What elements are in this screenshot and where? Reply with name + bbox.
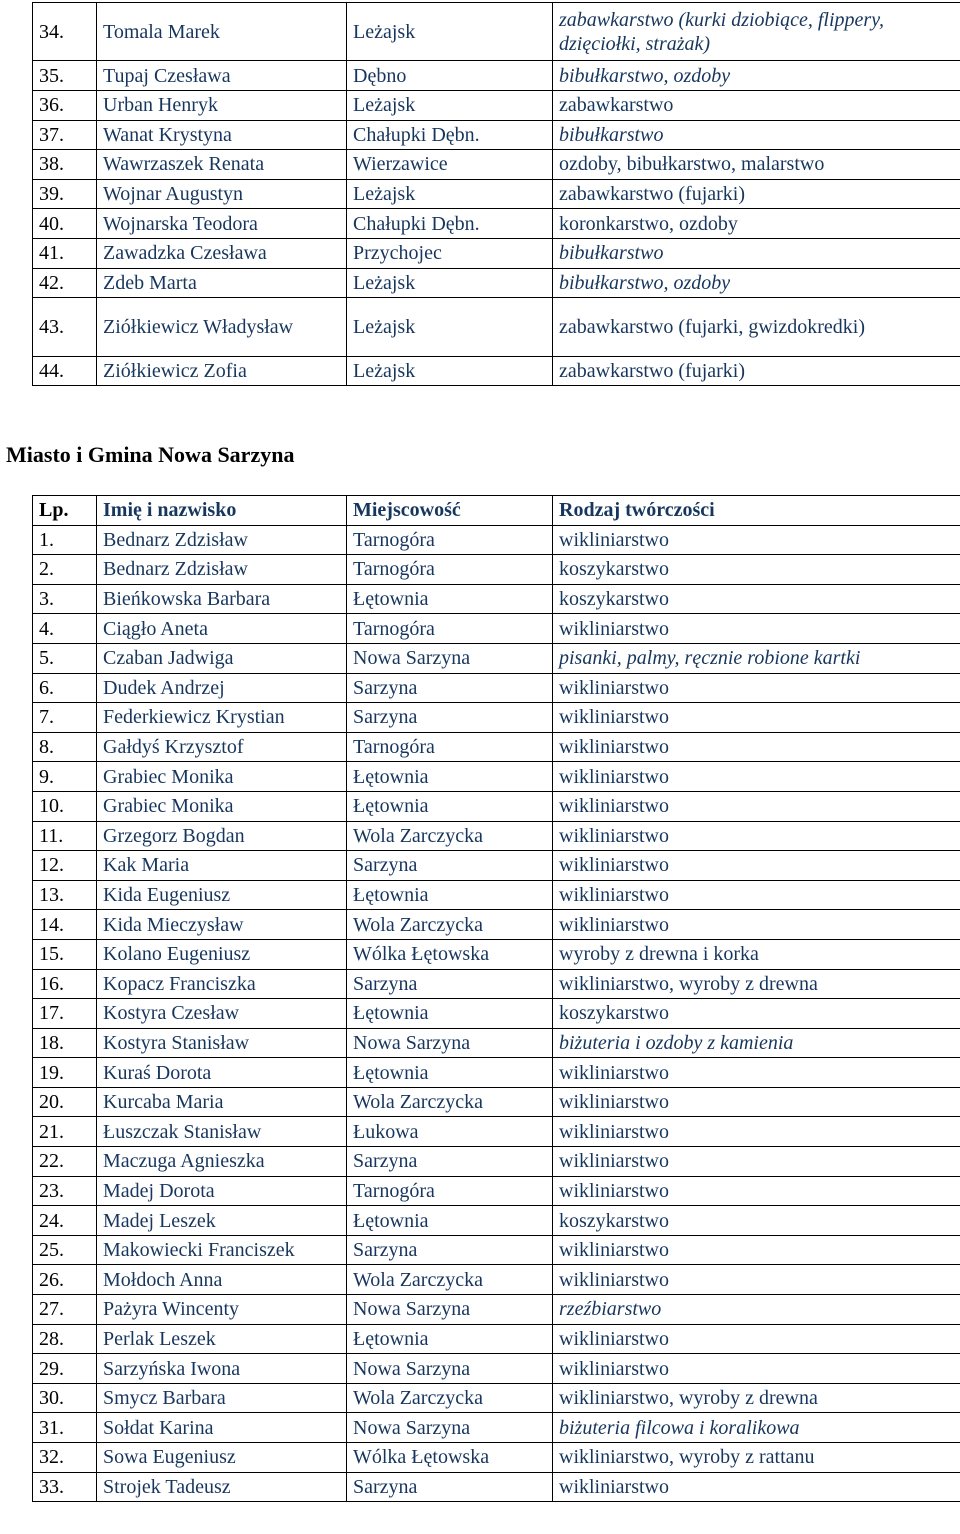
table-row [33, 268, 960, 298]
cell-name: Kak Maria [97, 851, 347, 881]
table-row [33, 939, 960, 969]
cell-place: Sarzyna [347, 851, 553, 881]
cell-place: Przychojec [347, 238, 553, 268]
table-row [33, 614, 960, 644]
cell-type: wikliniarstwo [553, 851, 960, 881]
cell-lp: 14. [33, 910, 97, 940]
cell-type: wikliniarstwo [553, 614, 960, 644]
cell-type: bibułkarstwo, ozdoby [553, 268, 960, 298]
cell-lp: 44. [33, 356, 97, 386]
cell-type: koszykarstwo [553, 584, 960, 614]
cell-place: Dębno [347, 61, 553, 91]
table-row [33, 1443, 960, 1473]
cell-place: Łętownia [347, 762, 553, 792]
cell-type: wikliniarstwo [553, 1087, 960, 1117]
cell-name: Kostyra Czesław [97, 999, 347, 1029]
cell-place: Łętownia [347, 584, 553, 614]
table-row [33, 120, 960, 150]
cell-lp: 22. [33, 1147, 97, 1177]
cell-lp: 30. [33, 1383, 97, 1413]
cell-place: Wola Zarczycka [347, 1383, 553, 1413]
cell-type: wikliniarstwo, wyroby z drewna [553, 1383, 960, 1413]
table-row [33, 851, 960, 881]
cell-name: Sołdat Karina [97, 1413, 347, 1443]
cell-lp: 3. [33, 584, 97, 614]
cell-name: Urban Henryk [97, 90, 347, 120]
cell-type: koszykarstwo [553, 999, 960, 1029]
table-body [33, 3, 960, 386]
cell-lp: 20. [33, 1087, 97, 1117]
table-body [33, 525, 960, 1502]
cell-name: Grabiec Monika [97, 762, 347, 792]
cell-type: koszykarstwo [553, 555, 960, 585]
cell-lp: 9. [33, 762, 97, 792]
cell-name: Zdeb Marta [97, 268, 347, 298]
cell-place: Łętownia [347, 1324, 553, 1354]
table-row [33, 1087, 960, 1117]
cell-name: Wawrzaszek Renata [97, 150, 347, 180]
cell-name: Pażyra Wincenty [97, 1295, 347, 1325]
cell-name: Kuraś Dorota [97, 1058, 347, 1088]
table-row [33, 525, 960, 555]
header-place: Miejscowość [347, 496, 553, 526]
header-lp: Lp. [33, 496, 97, 526]
table-row [33, 791, 960, 821]
table-row [33, 298, 960, 356]
cell-place: Leżajsk [347, 356, 553, 386]
cell-lp: 12. [33, 851, 97, 881]
table-row [33, 1176, 960, 1206]
cell-lp: 31. [33, 1413, 97, 1443]
cell-lp: 21. [33, 1117, 97, 1147]
cell-type: wikliniarstwo [553, 910, 960, 940]
cell-type: koronkarstwo, ozdoby [553, 209, 960, 239]
table-row [33, 3, 960, 61]
cell-type: bibułkarstwo, ozdoby [553, 61, 960, 91]
cell-name: Wanat Krystyna [97, 120, 347, 150]
cell-lp: 13. [33, 880, 97, 910]
table-row [33, 821, 960, 851]
cell-name: Wojnar Augustyn [97, 179, 347, 209]
table-row [33, 1265, 960, 1295]
table-row [33, 356, 960, 386]
header-name: Imię i nazwisko [97, 496, 347, 526]
cell-type: zabawkarstwo (fujarki) [553, 356, 960, 386]
cell-name: Ziółkiewicz Władysław [97, 298, 347, 356]
cell-name: Gałdyś Krzysztof [97, 732, 347, 762]
cell-name: Perlak Leszek [97, 1324, 347, 1354]
cell-name: Kida Eugeniusz [97, 880, 347, 910]
cell-place: Nowa Sarzyna [347, 1413, 553, 1443]
cell-type: wikliniarstwo [553, 732, 960, 762]
cell-type: wikliniarstwo [553, 1058, 960, 1088]
cell-place: Wola Zarczycka [347, 1087, 553, 1117]
cell-place: Tarnogóra [347, 555, 553, 585]
table-row [33, 1206, 960, 1236]
cell-place: Tarnogóra [347, 614, 553, 644]
cell-lp: 39. [33, 179, 97, 209]
cell-place: Leżajsk [347, 268, 553, 298]
cell-place: Wierzawice [347, 150, 553, 180]
cell-lp: 29. [33, 1354, 97, 1384]
cell-name: Kolano Eugeniusz [97, 939, 347, 969]
cell-name: Madej Dorota [97, 1176, 347, 1206]
cell-place: Sarzyna [347, 1472, 553, 1502]
table-row [33, 1295, 960, 1325]
cell-type: wikliniarstwo [553, 703, 960, 733]
cell-type: wikliniarstwo, wyroby z rattanu [553, 1443, 960, 1473]
cell-name: Smycz Barbara [97, 1383, 347, 1413]
table-row [33, 643, 960, 673]
cell-lp: 43. [33, 298, 97, 356]
cell-lp: 33. [33, 1472, 97, 1502]
cell-name: Łuszczak Stanisław [97, 1117, 347, 1147]
cell-type: ozdoby, bibułkarstwo, malarstwo [553, 150, 960, 180]
cell-lp: 19. [33, 1058, 97, 1088]
table-row [33, 1058, 960, 1088]
cell-type: pisanki, palmy, ręcznie robione kartki [553, 643, 960, 673]
cell-name: Zawadzka Czesława [97, 238, 347, 268]
artisans-table-continued [32, 2, 960, 386]
artisans-table-nowa-sarzyna [32, 495, 960, 1502]
cell-type: wikliniarstwo [553, 1176, 960, 1206]
cell-type: wikliniarstwo [553, 1265, 960, 1295]
cell-lp: 17. [33, 999, 97, 1029]
cell-lp: 23. [33, 1176, 97, 1206]
table-row [33, 1235, 960, 1265]
cell-lp: 34. [33, 3, 97, 61]
cell-place: Łętownia [347, 880, 553, 910]
cell-name: Grabiec Monika [97, 791, 347, 821]
cell-place: Leżajsk [347, 298, 553, 356]
table-row [33, 1117, 960, 1147]
cell-name: Strojek Tadeusz [97, 1472, 347, 1502]
table-row [33, 179, 960, 209]
cell-lp: 25. [33, 1235, 97, 1265]
cell-name: Kostyra Stanisław [97, 1028, 347, 1058]
cell-lp: 4. [33, 614, 97, 644]
cell-lp: 38. [33, 150, 97, 180]
cell-type: zabawkarstwo [553, 90, 960, 120]
cell-place: Łętownia [347, 791, 553, 821]
cell-name: Tomala Marek [97, 3, 347, 61]
cell-type: wyroby z drewna i korka [553, 939, 960, 969]
table-row [33, 999, 960, 1029]
table-row [33, 1324, 960, 1354]
cell-lp: 26. [33, 1265, 97, 1295]
cell-type: zabawkarstwo (fujarki) [553, 179, 960, 209]
cell-name: Tupaj Czesława [97, 61, 347, 91]
table-row [33, 1354, 960, 1384]
cell-name: Grzegorz Bogdan [97, 821, 347, 851]
cell-type: wikliniarstwo [553, 1472, 960, 1502]
cell-place: Wola Zarczycka [347, 910, 553, 940]
cell-name: Bieńkowska Barbara [97, 584, 347, 614]
cell-type: rzeźbiarstwo [553, 1295, 960, 1325]
section-title: Miasto i Gmina Nowa Sarzyna [6, 442, 295, 467]
cell-place: Chałupki Dębn. [347, 209, 553, 239]
cell-type: wikliniarstwo [553, 1147, 960, 1177]
cell-lp: 24. [33, 1206, 97, 1236]
cell-place: Tarnogóra [347, 732, 553, 762]
cell-place: Wola Zarczycka [347, 821, 553, 851]
cell-type: wikliniarstwo [553, 791, 960, 821]
cell-place: Łukowa [347, 1117, 553, 1147]
table-row [33, 61, 960, 91]
cell-type: wikliniarstwo [553, 1324, 960, 1354]
cell-name: Kopacz Franciszka [97, 969, 347, 999]
cell-name: Dudek Andrzej [97, 673, 347, 703]
cell-lp: 27. [33, 1295, 97, 1325]
cell-lp: 2. [33, 555, 97, 585]
cell-lp: 36. [33, 90, 97, 120]
cell-place: Nowa Sarzyna [347, 1295, 553, 1325]
cell-type: wikliniarstwo [553, 525, 960, 555]
table-row [33, 1028, 960, 1058]
cell-place: Tarnogóra [347, 1176, 553, 1206]
cell-lp: 11. [33, 821, 97, 851]
cell-type: wikliniarstwo [553, 821, 960, 851]
table-row [33, 1383, 960, 1413]
cell-name: Federkiewicz Krystian [97, 703, 347, 733]
cell-lp: 10. [33, 791, 97, 821]
cell-lp: 32. [33, 1443, 97, 1473]
cell-type: zabawkarstwo (fujarki, gwizdokredki) [553, 298, 960, 356]
cell-type: wikliniarstwo [553, 880, 960, 910]
cell-lp: 1. [33, 525, 97, 555]
cell-lp: 18. [33, 1028, 97, 1058]
cell-lp: 35. [33, 61, 97, 91]
table-row [33, 150, 960, 180]
cell-type: biżuteria filcowa i koralikowa [553, 1413, 960, 1443]
table-row [33, 880, 960, 910]
cell-lp: 42. [33, 268, 97, 298]
cell-place: Łętownia [347, 1206, 553, 1236]
cell-name: Sowa Eugeniusz [97, 1443, 347, 1473]
table-row [33, 673, 960, 703]
table-row [33, 703, 960, 733]
cell-place: Łętownia [347, 999, 553, 1029]
header-type: Rodzaj twórczości [553, 496, 960, 526]
cell-lp: 6. [33, 673, 97, 703]
cell-type: bibułkarstwo [553, 120, 960, 150]
cell-name: Wojnarska Teodora [97, 209, 347, 239]
table-row [33, 584, 960, 614]
cell-name: Makowiecki Franciszek [97, 1235, 347, 1265]
cell-name: Mołdoch Anna [97, 1265, 347, 1295]
cell-place: Leżajsk [347, 90, 553, 120]
table-row [33, 1147, 960, 1177]
cell-place: Sarzyna [347, 703, 553, 733]
table-row [33, 209, 960, 239]
table-row [33, 238, 960, 268]
table-row [33, 910, 960, 940]
cell-name: Ciągło Aneta [97, 614, 347, 644]
cell-place: Tarnogóra [347, 525, 553, 555]
cell-name: Czaban Jadwiga [97, 643, 347, 673]
cell-name: Bednarz Zdzisław [97, 555, 347, 585]
cell-name: Bednarz Zdzisław [97, 525, 347, 555]
cell-lp: 37. [33, 120, 97, 150]
cell-place: Sarzyna [347, 1147, 553, 1177]
cell-place: Wólka Łętowska [347, 1443, 553, 1473]
cell-name: Madej Leszek [97, 1206, 347, 1236]
cell-name: Sarzyńska Iwona [97, 1354, 347, 1384]
cell-place: Sarzyna [347, 1235, 553, 1265]
table-row [33, 555, 960, 585]
cell-type: zabawkarstwo (kurki dziobiące, flippery, dzięciołki, strażak) [553, 3, 960, 61]
cell-type: wikliniarstwo [553, 1235, 960, 1265]
cell-lp: 7. [33, 703, 97, 733]
table-row [33, 969, 960, 999]
cell-name: Ziółkiewicz Zofia [97, 356, 347, 386]
cell-place: Sarzyna [347, 673, 553, 703]
cell-lp: 5. [33, 643, 97, 673]
table-row [33, 1472, 960, 1502]
cell-place: Chałupki Dębn. [347, 120, 553, 150]
cell-type: wikliniarstwo [553, 762, 960, 792]
cell-lp: 40. [33, 209, 97, 239]
table-row [33, 1413, 960, 1443]
cell-place: Leżajsk [347, 3, 553, 61]
cell-lp: 8. [33, 732, 97, 762]
cell-lp: 28. [33, 1324, 97, 1354]
cell-lp: 15. [33, 939, 97, 969]
cell-lp: 16. [33, 969, 97, 999]
cell-type: biżuteria i ozdoby z kamienia [553, 1028, 960, 1058]
cell-type: wikliniarstwo [553, 1354, 960, 1384]
table-row [33, 90, 960, 120]
cell-place: Łętownia [347, 1058, 553, 1088]
cell-place: Nowa Sarzyna [347, 1354, 553, 1384]
cell-place: Leżajsk [347, 179, 553, 209]
cell-place: Wola Zarczycka [347, 1265, 553, 1295]
cell-type: wikliniarstwo [553, 1117, 960, 1147]
cell-lp: 41. [33, 238, 97, 268]
cell-place: Nowa Sarzyna [347, 1028, 553, 1058]
cell-place: Wólka Łętowska [347, 939, 553, 969]
cell-name: Kida Mieczysław [97, 910, 347, 940]
cell-type: bibułkarstwo [553, 238, 960, 268]
table-header-row [33, 496, 960, 526]
cell-type: wikliniarstwo [553, 673, 960, 703]
cell-type: wikliniarstwo, wyroby z drewna [553, 969, 960, 999]
cell-place: Sarzyna [347, 969, 553, 999]
cell-name: Maczuga Agnieszka [97, 1147, 347, 1177]
cell-type: koszykarstwo [553, 1206, 960, 1236]
cell-name: Kurcaba Maria [97, 1087, 347, 1117]
table-row [33, 762, 960, 792]
table-row [33, 732, 960, 762]
cell-place: Nowa Sarzyna [347, 643, 553, 673]
